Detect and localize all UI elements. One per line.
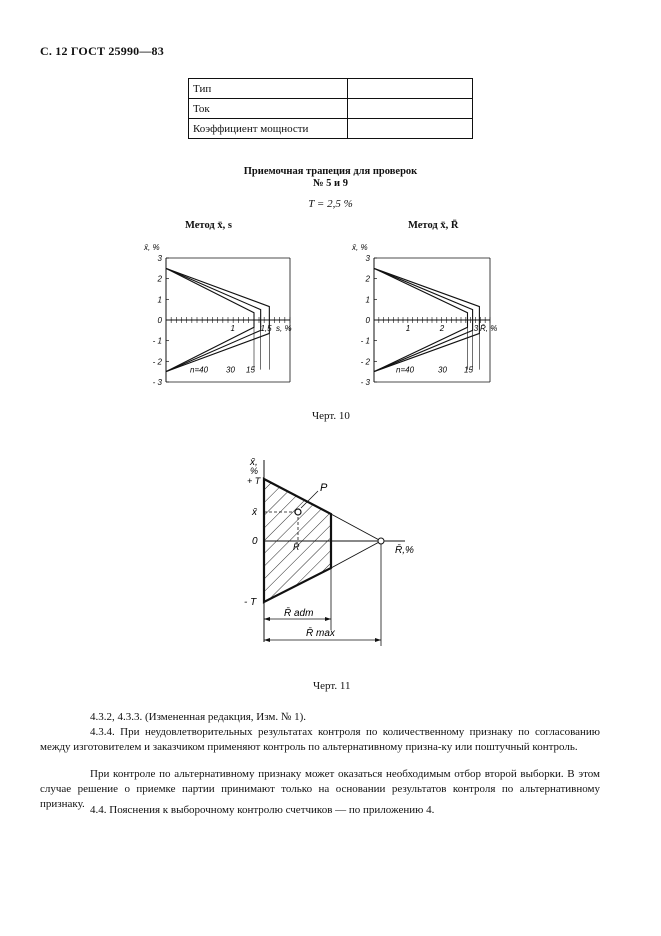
figure-caption-11: Черт. 11: [313, 680, 351, 692]
x-axis-label: R̄,%: [395, 545, 414, 556]
paragraph-amendment: [40, 710, 600, 725]
table-value: [348, 119, 473, 139]
y-tick-label: - 3: [360, 378, 370, 386]
section-title: Приемочная трапеция для проверок: [243, 166, 418, 177]
radm-arrow-left: [264, 617, 270, 621]
y-axis-label: x̄, %: [352, 243, 368, 252]
chart-title-right: Метод x̄, R̄: [408, 220, 459, 231]
page-header: С. 12 ГОСТ 25990—83: [40, 44, 164, 58]
y-tick-label: - 1: [360, 336, 370, 346]
paragraph-434: 4.3.4. При неудовлетворительных результатах контроля по количественному признаку по согласованию между изготовителем и заказчиком применяют контроль по альтернативному призна-ку или поштучный контроль.: [40, 726, 600, 753]
xbar-label: x̄: [252, 507, 257, 518]
y-tick-label: - 2: [152, 357, 162, 367]
figure-11: [240, 450, 430, 650]
lower-limit-line: [331, 541, 381, 568]
n-label: 15: [246, 365, 255, 375]
x-axis-label: s, %: [276, 324, 292, 333]
y-tick-label: 1: [157, 295, 162, 305]
chart-title-left: Метод x̄, s: [185, 220, 232, 231]
paragraph-44: 4.4. Пояснения к выборочному контролю счетчиков — по приложению 4.: [90, 804, 435, 816]
x-tick-label: 3: [473, 324, 479, 333]
y-tick-label: - 3: [152, 378, 162, 386]
x-tick-label: 1: [230, 324, 235, 333]
y-axis-label: x̄, %: [144, 243, 160, 252]
table-value: [348, 99, 473, 119]
acceptance-trapezoid: [264, 479, 331, 602]
y-tick-label: 3: [365, 254, 370, 263]
x-axis-label: R̄, %: [480, 324, 498, 333]
point-p: [295, 509, 301, 515]
meter-table: [188, 78, 473, 139]
chart-left: [130, 236, 300, 386]
y-axis-label: x̄,: [250, 457, 258, 468]
n-label: 30: [226, 365, 235, 375]
figure-caption-10: Черт. 10: [312, 410, 350, 422]
t-value: T = 2,5 %: [308, 198, 353, 210]
table-value: [348, 79, 473, 99]
table-row: [189, 119, 473, 139]
upper-limit-line: [331, 514, 381, 541]
table-row: [189, 99, 473, 119]
table-row: [189, 79, 473, 99]
plus-t-label: + T: [247, 476, 261, 486]
x-tick-label: 2: [439, 324, 445, 333]
rmax-arrow-left: [264, 638, 270, 642]
y-tick-label: 2: [365, 274, 370, 284]
y-tick-label: 0: [157, 316, 162, 325]
table-label: Ток: [189, 99, 348, 119]
y-tick-label: 0: [365, 316, 370, 325]
point-p-label: P: [320, 482, 328, 494]
y-tick-label: 1: [365, 295, 370, 305]
y-tick-label: - 2: [360, 357, 370, 367]
n-label: 15: [464, 365, 473, 375]
x-tick-label: 1,5: [260, 324, 272, 333]
table-label: Тип: [189, 79, 348, 99]
y-tick-label: - 1: [152, 336, 162, 346]
y-tick-label: 2: [157, 274, 162, 284]
rmax-label: R̄ max: [306, 628, 335, 639]
n-label: n=40: [190, 365, 209, 375]
paragraph-alt: При контроле по альтернативному признаку может оказаться необходимым отбор второй выборки. В этом случае решение о приемке партии принимают только на основании результатов контроля по альтернативному признаку.: [40, 768, 600, 810]
paragraph-amendment-text: 4.3.2, 4.3.3. (Измененная редакция, Изм. № 1).: [90, 711, 307, 723]
radm-arrow-right: [325, 617, 331, 621]
rmax-arrow-right: [375, 638, 381, 642]
y-tick-label: 3: [157, 254, 162, 263]
minus-t-label: - T: [244, 597, 257, 608]
x-tick-label: 1: [405, 324, 411, 333]
n-label: 30: [438, 365, 447, 375]
rmax-point: [378, 538, 384, 544]
radm-label: R̄ adm: [284, 608, 314, 619]
y-axis-unit: %: [250, 466, 259, 476]
rbar-label: R̄: [293, 542, 300, 552]
zero-label: 0: [252, 536, 258, 547]
chart-right: [348, 236, 508, 386]
section-subtitle: № 5 и 9: [313, 178, 348, 189]
n-label: n=40: [396, 365, 415, 375]
table-label: Коэффициент мощности: [189, 119, 348, 139]
